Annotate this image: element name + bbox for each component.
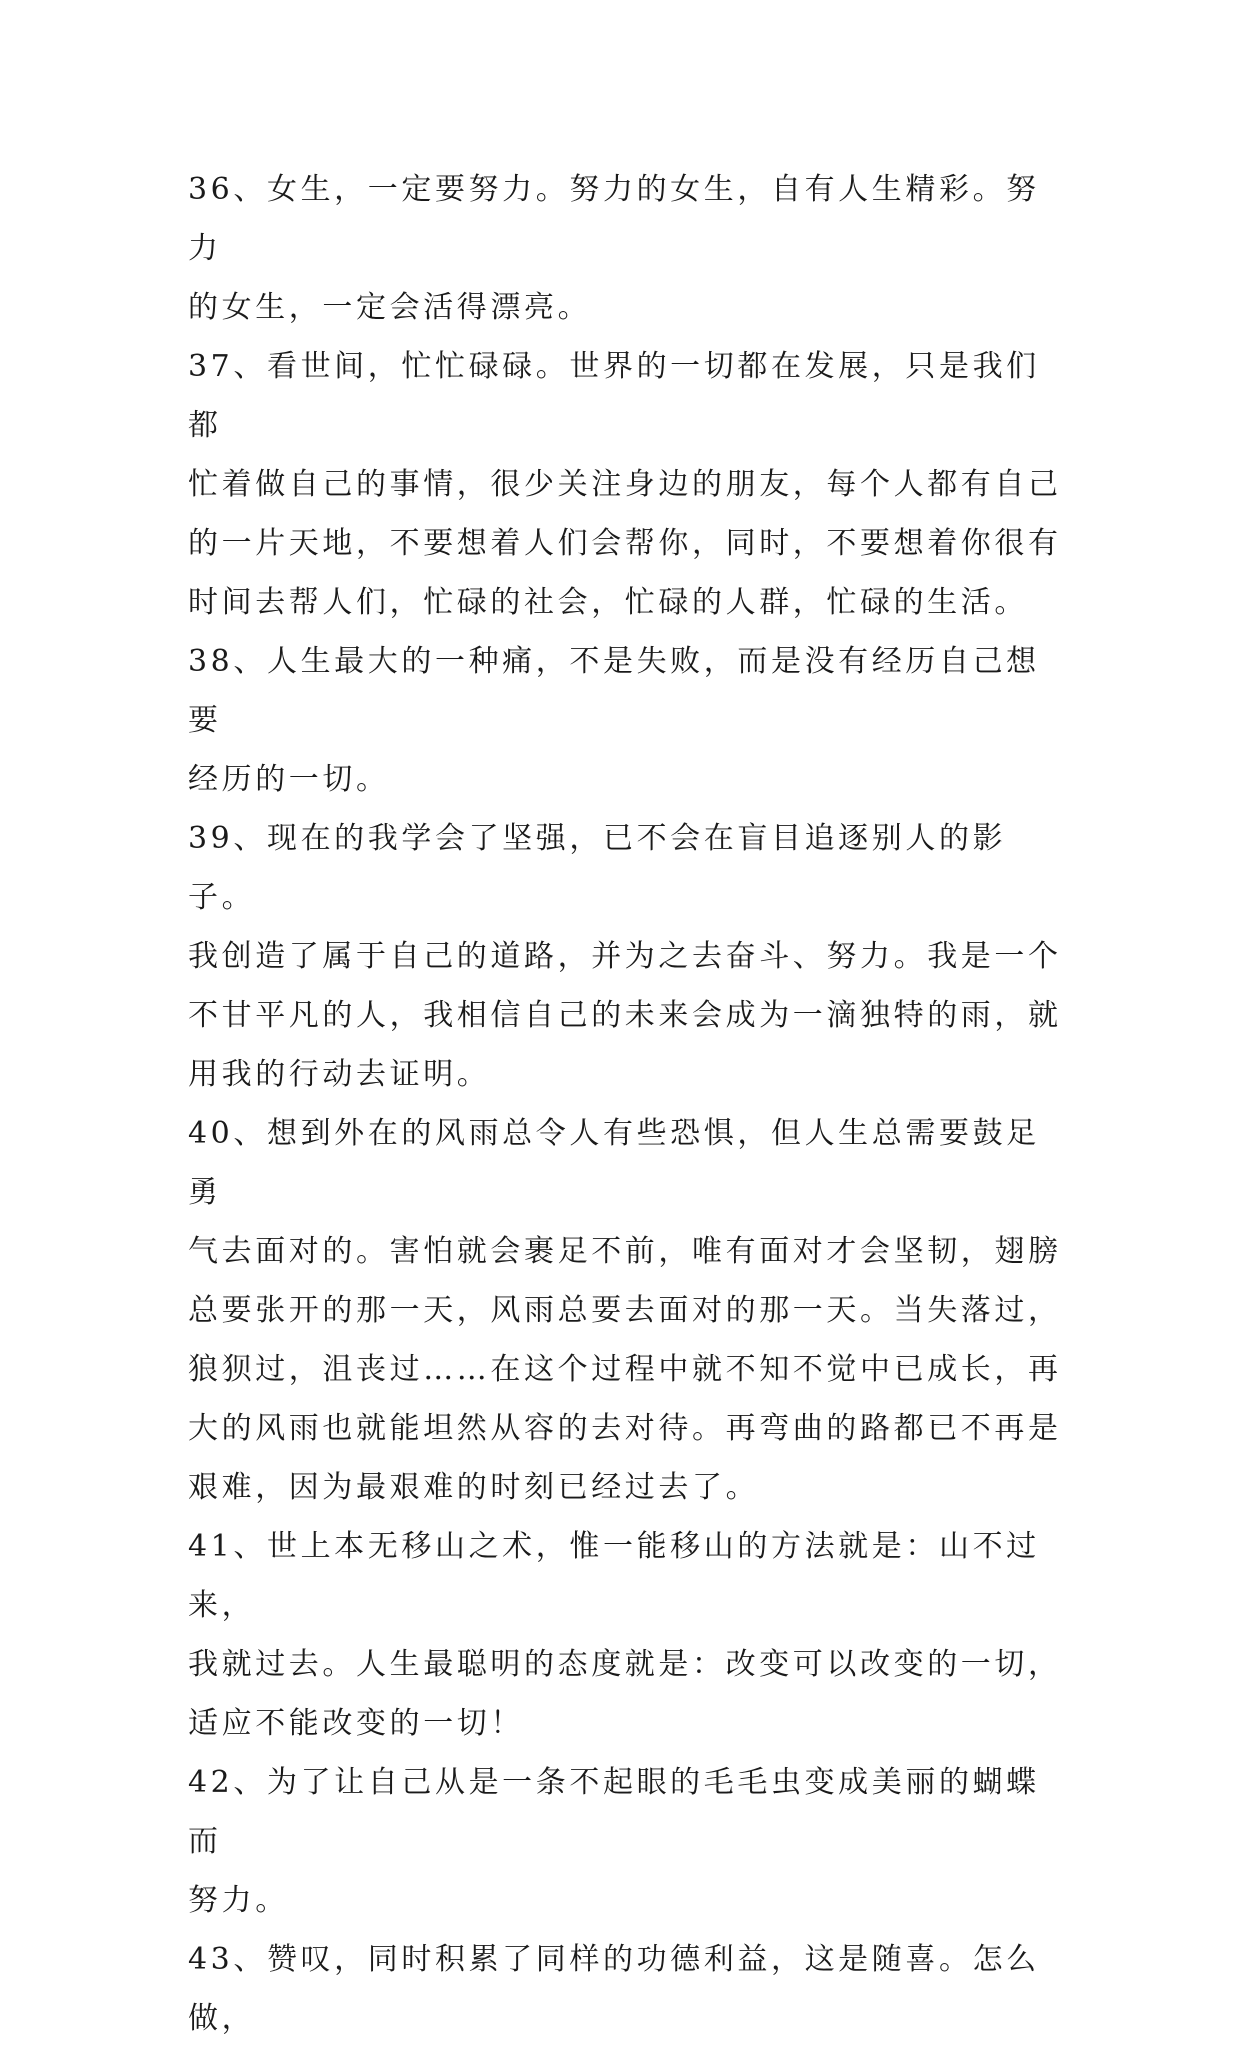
- entry-39: [188, 809, 1068, 1104]
- entry-line: 的一片天地，不要想着人们会帮你，同时，不要想着你很有: [188, 526, 1062, 561]
- entry-line: 总要张开的那一天，风雨总要去面对的那一天。当失落过，: [188, 1293, 1062, 1328]
- entry-42: [188, 1753, 1068, 1930]
- entry-38: [188, 632, 1068, 809]
- entry-line: 大的风雨也就能坦然从容的去对待。再弯曲的路都已不再是: [188, 1411, 1062, 1446]
- entry-line: 不甘平凡的人，我相信自己的未来会成为一滴独特的雨，就: [188, 998, 1062, 1033]
- entry-line: 39、现在的我学会了坚强，已不会在盲目追逐别人的影子。: [188, 821, 1007, 915]
- entry-line: 气去面对的。害怕就会裹足不前，唯有面对才会坚韧，翅膀: [188, 1234, 1062, 1269]
- entry-line: 时间去帮人们，忙碌的社会，忙碌的人群，忙碌的生活。: [188, 585, 1028, 620]
- entry-line: 适应不能改变的一切！: [188, 1706, 524, 1741]
- entry-line: 用我的行动去证明。: [188, 1057, 491, 1092]
- entry-line: 努力。: [188, 1883, 289, 1918]
- entry-41: [188, 1517, 1068, 1753]
- entry-43: [188, 1930, 1068, 2048]
- entry-line: 38、人生最大的一种痛，不是失败，而是没有经历自己想要: [188, 644, 1040, 738]
- document-body: [188, 160, 1068, 2048]
- entry-line: 艰难，因为最艰难的时刻已经过去了。: [188, 1470, 760, 1505]
- entry-37: [188, 337, 1068, 632]
- entry-line: 37、看世间，忙忙碌碌。世界的一切都在发展，只是我们都: [188, 349, 1040, 443]
- entry-36: [188, 160, 1068, 337]
- entry-line: 36、女生，一定要努力。努力的女生，自有人生精彩。努力: [188, 172, 1040, 266]
- entry-line: 42、为了让自己从是一条不起眼的毛毛虫变成美丽的蝴蝶而: [188, 1765, 1040, 1859]
- entry-line: 43、赞叹，同时积累了同样的功德利益，这是随喜。怎么做，: [188, 1942, 1040, 2036]
- entry-line: 经历的一切。: [188, 762, 390, 797]
- entry-line: 忙着做自己的事情，很少关注身边的朋友，每个人都有自己: [188, 467, 1062, 502]
- entry-line: 40、想到外在的风雨总令人有些恐惧，但人生总需要鼓足勇: [188, 1116, 1040, 1210]
- entry-line: 狼狈过，沮丧过……在这个过程中就不知不觉中已成长，再: [188, 1352, 1062, 1387]
- entry-line: 的女生，一定会活得漂亮。: [188, 290, 592, 325]
- entry-line: 我创造了属于自己的道路，并为之去奋斗、努力。我是一个: [188, 939, 1062, 974]
- entry-line: 我就过去。人生最聪明的态度就是：改变可以改变的一切，: [188, 1647, 1062, 1682]
- entry-40: [188, 1104, 1068, 1517]
- entry-line: 41、世上本无移山之术，惟一能移山的方法就是：山不过来，: [188, 1529, 1040, 1623]
